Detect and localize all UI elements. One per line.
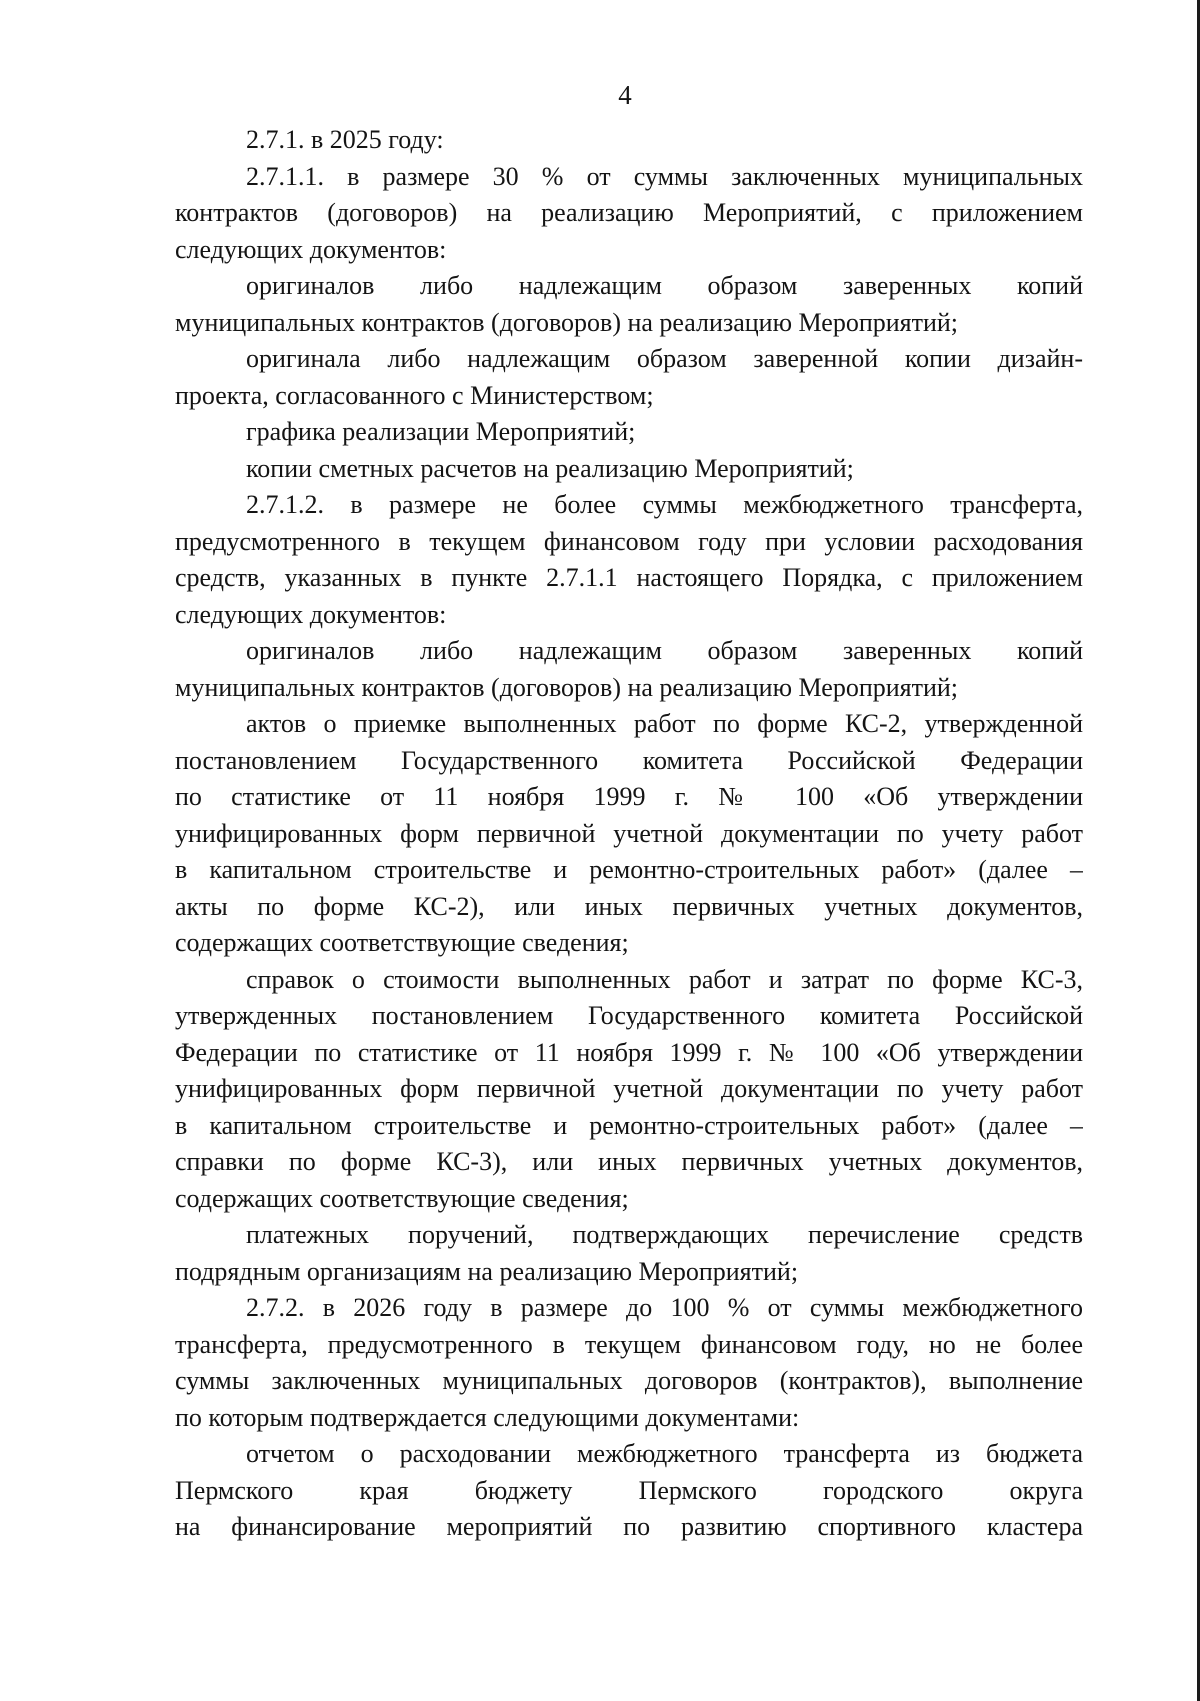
text-line: 2.7.1.1. в размере 30 % от суммы заключенных муниципальных [246,161,1083,191]
text-line: актов о приемке выполненных работ по форме КС-2, утвержденной [246,709,1083,738]
text-line: платежных поручений, подтверждающих перечисление средств [246,1220,1083,1249]
text-line: графика реализации Мероприятий; [246,417,636,446]
text-line: по статистике от 11 ноября 1999 г. № 100 «Об утверждении [175,782,1083,811]
text-line: оригиналов либо надлежащим образом заверенных копий [246,636,1083,665]
text-line: оригинала либо надлежащим образом заверенной копии дизайн- [246,344,1083,373]
text-line: 2.7.2. в 2026 году в размере до 100 % от суммы межбюджетного [246,1293,1083,1322]
text-line: предусмотренного в текущем финансовом году при условии расходования [175,526,1083,556]
text-line: на финансирование мероприятий по развитию спортивного кластера [175,1512,1083,1541]
text-line: трансферта, предусмотренного в текущем финансовом году, но не более [175,1329,1083,1359]
text-line: копии сметных расчетов на реализацию Мероприятий; [246,453,854,483]
text-line: оригиналов либо надлежащим образом заверенных копий [246,271,1083,300]
text-line: постановлением Государственного комитета Российской Федерации [175,745,1083,775]
text-line: 2.7.1. в 2025 году: [246,125,444,154]
text-line: проекта, согласованного с Министерством; [175,380,654,410]
text-line: унифицированных форм первичной учетной документации по учету работ [175,1074,1083,1103]
page-number: 4 [618,80,632,110]
text-line: муниципальных контрактов (договоров) на реализацию Мероприятий; [175,307,959,337]
text-line: содержащих соответствующие сведения; [175,1183,629,1213]
text-line: следующих документов: [175,599,447,629]
text-line: 2.7.1.2. в размере не более суммы межбюджетного трансферта, [246,490,1083,519]
text-line: справок о стоимости выполненных работ и затрат по форме КС-3, [246,964,1083,994]
text-line: утвержденных постановлением Государственного комитета Российской [175,1001,1083,1030]
text-line: суммы заключенных муниципальных договоров (контрактов), выполнение [175,1366,1083,1395]
document-body [175,122,1083,1546]
text-line: унифицированных форм первичной учетной документации по учету работ [175,818,1083,848]
text-line: контрактов (договоров) на реализацию Мероприятий, с приложением [175,198,1083,227]
text-line: в капитальном строительстве и ремонтно-строительных работ» (далее – [175,1110,1083,1140]
text-line: в капитальном строительстве и ремонтно-строительных работ» (далее – [175,855,1083,884]
text-line: по которым подтверждается следующими документами: [175,1402,800,1432]
text-line: подрядным организациям на реализацию Мероприятий; [175,1256,799,1286]
text-line: муниципальных контрактов (договоров) на реализацию Мероприятий; [175,672,959,702]
text-line: справки по форме КС-3), или иных первичных учетных документов, [175,1147,1083,1176]
text-line: Пермского края бюджету Пермского городского округа [175,1475,1083,1505]
text-line: содержащих соответствующие сведения; [175,928,629,957]
text-line: отчетом о расходовании межбюджетного трансферта из бюджета [246,1439,1083,1468]
text-line: Федерации по статистике от 11 ноября 1999 г. № 100 «Об утверждении [175,1037,1083,1067]
text-line: акты по форме КС-2), или иных первичных учетных документов, [175,891,1083,921]
text-line: следующих документов: [175,234,447,264]
text-line: средств, указанных в пункте 2.7.1.1 настоящего Порядка, с приложением [175,563,1083,592]
